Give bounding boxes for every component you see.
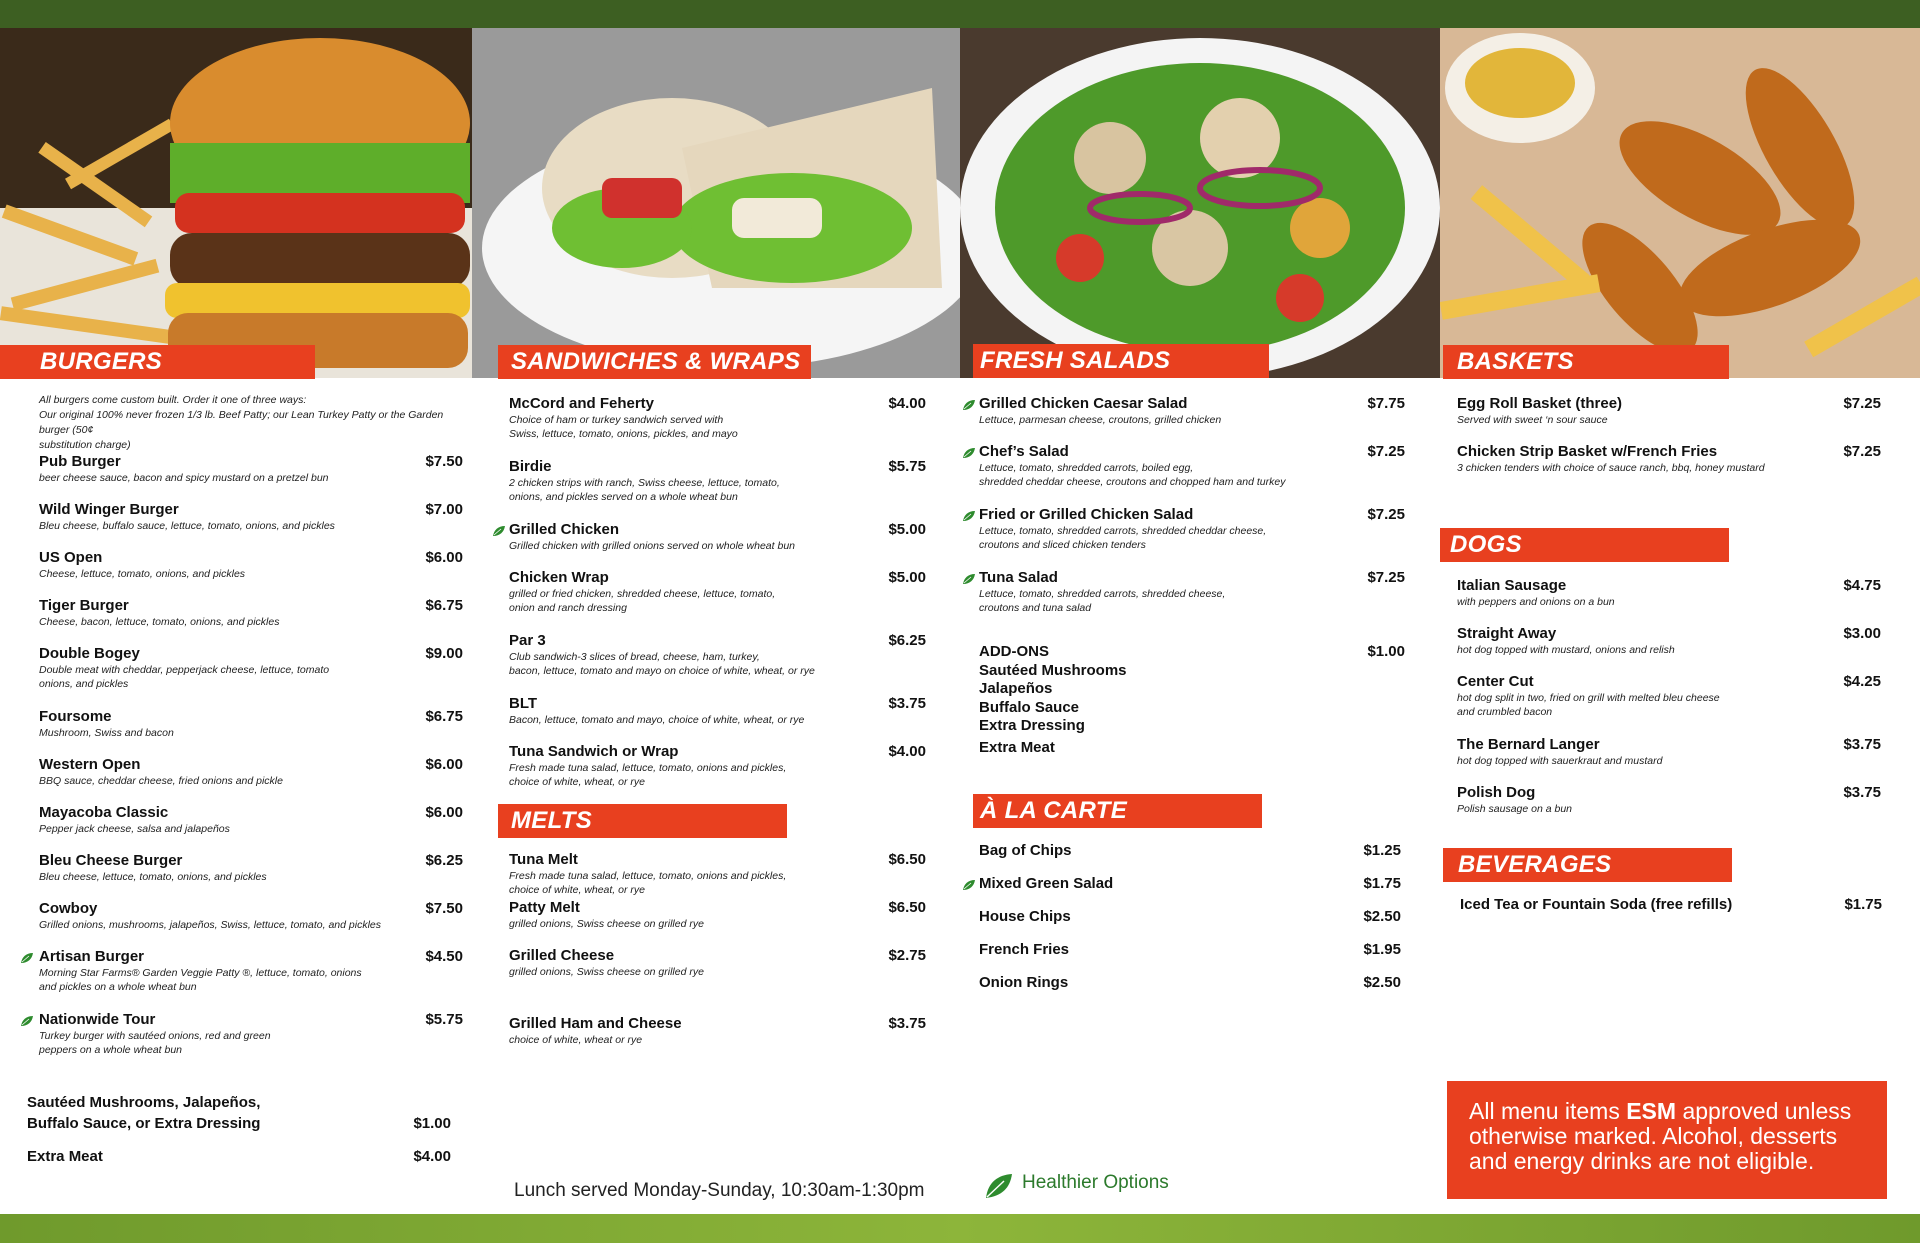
sandwiches-item — [509, 395, 738, 441]
item-price: $1.75 — [1363, 875, 1401, 892]
burgers-item — [39, 453, 329, 485]
item-description: Pepper jack cheese, salsa and jalapeños — [39, 823, 230, 835]
item-description: Fresh made tuna salad, lettuce, tomato, onions and pickles, — [509, 870, 787, 882]
item-name: Cowboy — [39, 900, 98, 917]
item-description: Served with sweet ‘n sour sauce — [1457, 414, 1608, 426]
item-name: Tuna Salad — [979, 569, 1058, 586]
item-name: Nationwide Tour — [39, 1011, 156, 1028]
burgers-item — [39, 549, 245, 581]
item-name: Birdie — [509, 458, 552, 475]
item-name: Grilled Ham and Cheese — [509, 1015, 682, 1032]
burgers-intro: All burgers come custom built. Order it one of three ways: Our original 100% never frozen 1/3 lb. Beef Patty; our Lean Turkey Patty or the Garden burger (50¢ substitution charge) — [39, 394, 444, 451]
item-description: Polish sausage on a bun — [1457, 803, 1573, 815]
item-price: $1.95 — [1363, 941, 1401, 958]
item-name: House Chips — [979, 908, 1071, 925]
item-description: 3 chicken tenders with choice of sauce ranch, bbq, honey mustard — [1457, 462, 1765, 474]
item-price: $7.50 — [425, 900, 463, 917]
item-description: and crumbled bacon — [1457, 706, 1553, 718]
item-name: Straight Away — [1457, 625, 1557, 642]
leaf-icon — [962, 573, 976, 585]
item-name: Italian Sausage — [1457, 577, 1567, 594]
item-price: $4.75 — [1843, 577, 1881, 594]
alacarte-item — [979, 875, 1113, 893]
dogs-heading: DOGS — [1440, 528, 1729, 562]
item-name: Wild Winger Burger — [39, 501, 179, 518]
salads-item — [979, 506, 1266, 552]
item-name: Foursome — [39, 708, 112, 725]
item-description: 2 chicken strips with ranch, Swiss cheese, lettuce, tomato, — [509, 477, 780, 489]
item-price: $3.75 — [1843, 736, 1881, 753]
wrap-photo — [472, 28, 960, 378]
item-price: $1.75 — [1844, 896, 1882, 913]
salads-heading: FRESH SALADS — [973, 344, 1269, 378]
item-description: Morning Star Farms® Garden Veggie Patty ®, lettuce, tomato, onions — [39, 967, 362, 979]
item-name: Mixed Green Salad — [979, 875, 1114, 892]
item-price: $7.25 — [1367, 506, 1405, 523]
dogs-item — [1457, 673, 1720, 719]
item-name: French Fries — [979, 941, 1070, 958]
burger-addon-price-1: $1.00 — [413, 1115, 451, 1132]
item-name: Artisan Burger — [39, 948, 145, 965]
leaf-icon — [20, 952, 34, 964]
item-name: Polish Dog — [1457, 784, 1536, 801]
item-description: Lettuce, parmesan cheese, croutons, grilled chicken — [979, 414, 1222, 426]
item-description: with peppers and onions on a bun — [1457, 596, 1615, 608]
item-description: choice of white, wheat or rye — [509, 1034, 643, 1046]
burgers-item — [39, 501, 335, 533]
burgers-item — [39, 756, 283, 788]
dogs-item — [1457, 736, 1662, 768]
item-description: Fresh made tuna salad, lettuce, tomato, onions and pickles, — [509, 762, 787, 774]
alacarte-item — [979, 908, 1071, 926]
burger-addon-line-1: Sautéed Mushrooms, Jalapeños, — [27, 1094, 261, 1111]
item-price: $6.50 — [888, 851, 926, 868]
burgers-item — [39, 645, 329, 691]
item-description: peppers on a whole wheat bun — [39, 1044, 183, 1056]
item-price: $7.75 — [1367, 395, 1405, 412]
item-price: $4.00 — [888, 743, 926, 760]
item-description: onions, and pickles served on a whole wheat bun — [509, 491, 738, 503]
burger-addon-line-2: Buffalo Sauce, or Extra Dressing — [27, 1115, 261, 1132]
item-price: $6.75 — [425, 597, 463, 614]
item-price: $2.50 — [1363, 908, 1401, 925]
leaf-icon — [984, 1172, 1014, 1200]
beverages-heading: BEVERAGES — [1443, 848, 1732, 882]
item-name: BLT — [509, 695, 538, 712]
salads-item — [979, 395, 1221, 427]
burgers-item — [39, 804, 230, 836]
item-name: Double Bogey — [39, 645, 140, 662]
item-price: $7.25 — [1367, 569, 1405, 586]
item-price: $7.00 — [425, 501, 463, 518]
sandwiches-item — [509, 695, 804, 727]
item-name: Chef’s Salad — [979, 443, 1069, 460]
beverages-item — [1460, 896, 1732, 914]
item-name: Tiger Burger — [39, 597, 129, 614]
item-price: $3.00 — [1843, 625, 1881, 642]
item-description: Lettuce, tomato, shredded carrots, shredded cheese, — [979, 588, 1226, 600]
item-name: Bleu Cheese Burger — [39, 852, 183, 869]
item-price: $6.00 — [425, 756, 463, 773]
alacarte-item — [979, 974, 1068, 992]
item-description: choice of white, wheat, or rye — [509, 884, 645, 896]
item-description: beer cheese sauce, bacon and spicy mustard on a pretzel bun — [39, 472, 329, 484]
item-name: Chicken Wrap — [509, 569, 609, 586]
alacarte-item — [979, 842, 1072, 860]
item-description: croutons and sliced chicken tenders — [979, 539, 1146, 551]
baskets-item — [1457, 443, 1765, 475]
item-price: $6.00 — [425, 804, 463, 821]
item-description: Mushroom, Swiss and bacon — [39, 727, 174, 739]
melts-item — [509, 947, 704, 979]
item-description: Cheese, lettuce, tomato, onions, and pickles — [39, 568, 246, 580]
melts-item — [509, 1015, 682, 1047]
item-description: BBQ sauce, cheddar cheese, fried onions and pickle — [39, 775, 283, 787]
item-description: Lettuce, tomato, shredded carrots, boiled egg, — [979, 462, 1194, 474]
item-name: Bag of Chips — [979, 842, 1072, 859]
item-price: $6.50 — [888, 899, 926, 916]
item-description: Cheese, bacon, lettuce, tomato, onions, and pickles — [39, 616, 280, 628]
item-name: Grilled Chicken — [509, 521, 620, 538]
burgers-item — [39, 852, 267, 884]
burgers-item — [39, 948, 362, 994]
sandwiches-heading: SANDWICHES & WRAPS — [498, 345, 811, 379]
item-description: hot dog topped with sauerkraut and mustard — [1457, 755, 1663, 767]
item-name: Onion Rings — [979, 974, 1069, 991]
baskets-heading: BASKETS — [1443, 345, 1729, 379]
alacarte-item — [979, 941, 1069, 959]
item-price: $7.50 — [425, 453, 463, 470]
item-name: Grilled Chicken Caesar Salad — [979, 395, 1188, 412]
item-name: McCord and Feherty — [509, 395, 655, 412]
item-description: Grilled chicken with grilled onions served on whole wheat bun — [509, 540, 795, 552]
item-name: Iced Tea or Fountain Soda (free refills) — [1460, 896, 1733, 913]
item-description: Turkey burger with sautéed onions, red and green — [39, 1030, 271, 1042]
item-price: $4.00 — [888, 395, 926, 412]
item-description: hot dog split in two, fried on grill with melted bleu cheese — [1457, 692, 1720, 704]
burgers-item — [39, 597, 279, 629]
item-description: bacon, lettuce, tomato and mayo on choice of white, wheat, or rye — [509, 665, 815, 677]
item-price: $7.25 — [1367, 443, 1405, 460]
item-price: $4.50 — [425, 948, 463, 965]
addons-price: $1.00 — [1367, 643, 1405, 660]
item-name: Mayacoba Classic — [39, 804, 169, 821]
item-price: $1.25 — [1363, 842, 1401, 859]
melts-heading: MELTS — [498, 804, 787, 838]
item-name: Chicken Strip Basket w/French Fries — [1457, 443, 1718, 460]
melts-item — [509, 899, 704, 931]
item-price: $5.00 — [888, 569, 926, 586]
item-description: Bleu cheese, lettuce, tomato, onions, and pickles — [39, 871, 267, 883]
item-description: choice of white, wheat, or rye — [509, 776, 645, 788]
item-name: Egg Roll Basket (three) — [1457, 395, 1623, 412]
item-description: Double meat with cheddar, pepperjack cheese, lettuce, tomato — [39, 664, 330, 676]
salads-item — [979, 569, 1225, 615]
leaf-icon — [962, 399, 976, 411]
item-description: Swiss, lettuce, tomato, onions, pickles, and mayo — [509, 428, 738, 440]
item-price: $6.75 — [425, 708, 463, 725]
dogs-item — [1457, 625, 1675, 657]
burgers-heading: BURGERS — [0, 345, 315, 379]
healthier-options-legend: Healthier Options — [1022, 1172, 1169, 1193]
sandwiches-item — [509, 569, 775, 615]
item-price: $9.00 — [425, 645, 463, 662]
item-price: $3.75 — [1843, 784, 1881, 801]
baskets-item — [1457, 395, 1622, 427]
item-description: Grilled onions, mushrooms, jalapeños, Swiss, lettuce, tomato, and pickles — [39, 919, 381, 931]
item-description: onions, and pickles — [39, 678, 129, 690]
item-description: onion and ranch dressing — [509, 602, 627, 614]
item-price: $3.75 — [888, 695, 926, 712]
melts-item — [509, 851, 786, 897]
item-name: Patty Melt — [509, 899, 580, 916]
item-description: Bacon, lettuce, tomato and mayo, choice of white, wheat, or rye — [509, 714, 805, 726]
sandwiches-item — [509, 632, 815, 678]
item-price: $4.25 — [1843, 673, 1881, 690]
sandwiches-item — [509, 521, 795, 553]
alacarte-heading: À LA CARTE — [973, 794, 1262, 828]
addons-list: ADD-ONS Sautéed Mushrooms Jalapeños Buffalo Sauce Extra Dressing Extra Meat — [979, 643, 1127, 756]
item-name: Center Cut — [1457, 673, 1534, 690]
lunch-hours: Lunch served Monday-Sunday, 10:30am-1:30pm — [514, 1180, 925, 1201]
item-description: grilled onions, Swiss cheese on grilled rye — [509, 966, 704, 978]
top-band — [0, 0, 1920, 28]
item-price: $6.25 — [425, 852, 463, 869]
item-price: $5.00 — [888, 521, 926, 538]
dogs-item — [1457, 577, 1615, 609]
item-price: $7.25 — [1843, 443, 1881, 460]
burger-addon-price-2: $4.00 — [413, 1148, 451, 1165]
item-description: grilled onions, Swiss cheese on grilled rye — [509, 918, 704, 930]
salads-item — [979, 443, 1285, 489]
leaf-icon — [962, 447, 976, 459]
leaf-icon — [492, 525, 506, 537]
item-name: Western Open — [39, 756, 141, 773]
item-name: Tuna Melt — [509, 851, 578, 868]
esm-notice: All menu items ESM approved unless otherwise marked. Alcohol, desserts and energy drinks are not eligible. — [1447, 1081, 1887, 1199]
item-description: Bleu cheese, buffalo sauce, lettuce, tomato, onions, and pickles — [39, 520, 335, 532]
item-name: Pub Burger — [39, 453, 121, 470]
burger-addon-line-3: Extra Meat — [27, 1148, 103, 1165]
item-description: shredded cheddar cheese, croutons and chopped ham and turkey — [979, 476, 1286, 488]
item-name: Par 3 — [509, 632, 546, 649]
leaf-icon — [20, 1015, 34, 1027]
leaf-icon — [962, 510, 976, 522]
item-description: Choice of ham or turkey sandwich served with — [509, 414, 724, 426]
item-name: Grilled Cheese — [509, 947, 615, 964]
sandwiches-item — [509, 458, 780, 504]
chicken-strips-photo — [1440, 28, 1920, 378]
burgers-item — [39, 708, 174, 740]
item-price: $5.75 — [888, 458, 926, 475]
burgers-item — [39, 1011, 271, 1057]
item-description: hot dog topped with mustard, onions and relish — [1457, 644, 1675, 656]
item-description: Club sandwich-3 slices of bread, cheese, ham, turkey, — [509, 651, 760, 663]
item-description: and pickles on a whole wheat bun — [39, 981, 197, 993]
item-price: $6.00 — [425, 549, 463, 566]
item-price: $3.75 — [888, 1015, 926, 1032]
item-price: $2.50 — [1363, 974, 1401, 991]
item-description: grilled or fried chicken, shredded cheese, lettuce, tomato, — [509, 588, 776, 600]
sandwiches-item — [509, 743, 786, 789]
burger-photo — [0, 28, 472, 378]
item-price: $7.25 — [1843, 395, 1881, 412]
item-price: $6.25 — [888, 632, 926, 649]
item-description: Lettuce, tomato, shredded carrots, shredded cheddar cheese, — [979, 525, 1267, 537]
leaf-icon — [962, 879, 976, 891]
item-price: $5.75 — [425, 1011, 463, 1028]
item-price: $2.75 — [888, 947, 926, 964]
item-name: Tuna Sandwich or Wrap — [509, 743, 679, 760]
item-name: Fried or Grilled Chicken Salad — [979, 506, 1194, 523]
bottom-band — [0, 1214, 1920, 1243]
dogs-item — [1457, 784, 1572, 816]
salad-photo — [960, 28, 1440, 378]
item-description: croutons and tuna salad — [979, 602, 1092, 614]
burgers-item — [39, 900, 381, 932]
item-name: US Open — [39, 549, 103, 566]
item-name: The Bernard Langer — [1457, 736, 1600, 753]
